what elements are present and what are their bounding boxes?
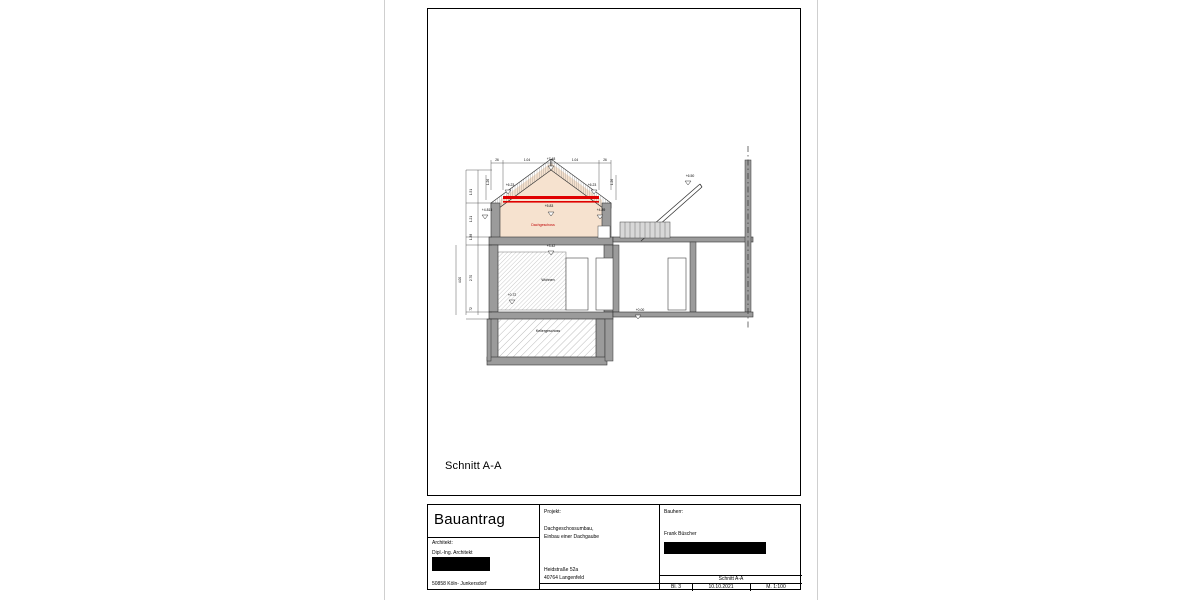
architect-label: Architekt: [432,540,453,546]
client-label: Bauherr: [664,509,684,515]
room-label-living: Wohnen [541,278,555,282]
project-line-1: Dachgeschossumbau, [544,526,594,532]
drawing-name: Schnitt A-A [718,576,744,582]
dimension-text: 1.04 [523,158,531,162]
level-mark: +6.50 [685,174,695,178]
drawing-date: 10.10.2021 [708,584,734,590]
dimension-text: 72 [469,307,473,311]
architect-name: Dipl.-Ing. Architekt [432,550,473,556]
client-name: Frank Büscher [664,531,697,537]
dimension-text: 1.21 [469,215,473,223]
dimension-text: 26 [495,158,499,162]
room-label-basement: Kellergeschoss [535,329,561,333]
project-line-2: Einbau einer Dachgaube [544,534,600,540]
level-mark: +4.89 [596,208,606,212]
level-mark: +3.42 [546,244,556,248]
drawing-scale: M. 1:100 [766,584,786,590]
project-city: 40764 Langenfeld [544,575,585,581]
level-mark: +5.83 [544,204,554,208]
level-mark: +0.00 [635,308,645,312]
room-label-attic: Dachgeschoss [531,223,555,227]
dimension-text: 2.70 [469,274,473,282]
level-mark: +7.48 [546,157,556,161]
floor-slab-ground [489,312,753,319]
basement-level [487,319,613,365]
dimension-text: 1.51 [469,188,473,196]
project-label: Projekt: [544,509,561,515]
document-title: Bauantrag [434,511,506,528]
dimension-text: 1.26 [610,178,614,186]
sheet-title: Schnitt A-A [445,460,502,472]
project-street: Heidstraße 52a [544,567,579,573]
dimension-text: 26 [603,158,607,162]
sheet-number: Bl. 3 [670,584,681,590]
level-mark: +6.23 [505,183,515,187]
level-mark: +6.23 [587,183,597,187]
dimension-text: 1.38 [469,233,473,241]
architect-city: 50858 Köln- Junkersdorf [432,581,487,587]
level-mark: +4.815 [481,208,493,212]
level-mark: +0.72 [507,293,517,297]
dimension-text: 1.26 [486,178,490,186]
dimension-text: 4.00 [458,276,462,284]
dimension-text: 1.04 [571,158,579,162]
